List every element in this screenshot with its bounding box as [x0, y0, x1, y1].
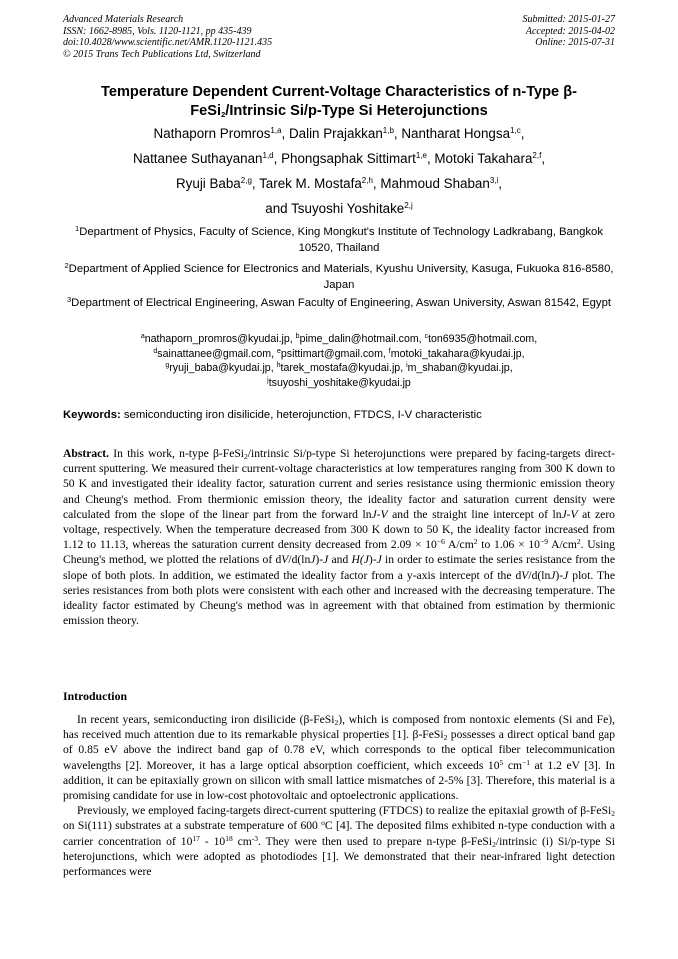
abstract-text: and — [328, 553, 352, 567]
intro-text: In recent years, semiconducting iron disilicide (β-FeSi — [77, 713, 335, 726]
separator: , — [270, 362, 277, 375]
affiliation-marker: b — [295, 333, 300, 340]
email-address: nathaporn_promros@kyudai.jp — [144, 333, 290, 345]
superscript: 2 — [576, 537, 581, 547]
abstract-text: A/cm — [444, 538, 474, 552]
keywords-text: semiconducting iron disilicide, heterojunction, FTDCS, I-V characteristic — [123, 409, 482, 421]
superscript: −1 — [521, 757, 530, 767]
email-address: ton6935@hotmail.com — [428, 333, 535, 345]
email — [141, 333, 296, 345]
separator: , — [509, 362, 513, 375]
subscript: 2 — [443, 733, 448, 743]
email-address: pime_dalin@hotmail.com — [299, 333, 419, 345]
affiliation-marker: d — [153, 347, 158, 355]
separator: , — [251, 176, 260, 191]
separator: , — [271, 347, 277, 360]
affiliation-3 — [63, 296, 615, 312]
intro-text: cm — [503, 758, 522, 772]
email — [277, 362, 407, 374]
separator: , — [541, 151, 546, 166]
introduction-body — [63, 712, 615, 879]
affiliation-marker: 1,e — [415, 151, 427, 160]
author — [380, 176, 502, 191]
separator: , — [521, 347, 525, 360]
math-var: H — [351, 553, 360, 567]
journal-header — [63, 14, 272, 60]
affiliation-marker: 1,d — [262, 151, 274, 160]
online-date: Online: 2015-07-31 — [535, 37, 615, 49]
copyright-line: © 2015 Trans Tech Publications Ltd, Switzerland — [63, 48, 261, 60]
affiliation-number: 2 — [64, 261, 69, 270]
introduction-heading: Introduction — [63, 689, 128, 703]
keywords — [63, 409, 615, 421]
dates-header — [523, 14, 616, 49]
math-var: J — [376, 553, 382, 567]
affiliation-number: 1 — [75, 224, 80, 233]
math-var: (J — [359, 553, 369, 567]
affiliation-marker: f — [388, 347, 391, 355]
affiliation-text: Department of Electrical Engineering, Aswan Faculty of Engineering, Aswan University, Aswan 81542, Egypt — [71, 297, 611, 309]
abstract-text: )- — [315, 553, 324, 567]
issn-line: ISSN: 1662-8985, Vols. 1120-1121, pp 435-439 — [63, 25, 252, 37]
intro-text: C [4]. The deposited films exhibited n-type conduction with a carrier concentration of 10 — [63, 819, 615, 848]
author — [434, 151, 545, 166]
separator: , — [498, 176, 502, 191]
author-name: Dalin Prajakkan — [288, 126, 383, 141]
superscript: 17 — [192, 833, 200, 843]
separator: , — [372, 176, 381, 191]
email-address: motoki_takahara@kyudai.jp — [390, 347, 522, 360]
abstract-text: to 1.06 × 10 — [477, 538, 540, 552]
separator: , — [426, 151, 435, 166]
email-address: tsuyoshi_yoshitake@kyudai.jp — [268, 376, 411, 389]
separator: , — [418, 333, 425, 345]
intro-paragraph-1 — [63, 712, 615, 803]
email — [165, 362, 276, 374]
superscript: −9 — [539, 537, 548, 547]
email-address: psittimart@gmail.com — [280, 347, 383, 360]
intro-text: Previously, we employed facing-targets direct-current sputtering (FTDCS) to realize the epitaxial growth of β-FeSi — [77, 804, 612, 818]
subscript: 2 — [334, 718, 339, 727]
abstract-text: In this work, n-type β-FeSi — [113, 447, 245, 460]
math-var: J-V — [371, 507, 388, 521]
superscript: 2 — [473, 537, 478, 547]
math-var: J-V — [561, 507, 578, 521]
intro-text: . They were then used to prepare n-type β-FeSi — [258, 834, 493, 848]
title-subscript: 2 — [221, 110, 226, 119]
author-name: Motoki Takahara — [434, 151, 533, 166]
affiliation-marker: 1,a — [270, 126, 282, 135]
math-var: V — [281, 553, 289, 567]
affiliation-marker: g — [165, 362, 170, 370]
abstract-text: )- — [555, 568, 564, 582]
email-address: m_shaban@kyudai.jp — [407, 362, 510, 375]
affiliation-marker: 2,f — [532, 151, 542, 160]
author-name: Nattanee Suthayanan — [132, 151, 263, 166]
abstract-text: )- — [368, 553, 377, 567]
author-name: Tarek M. Mostafa — [259, 176, 362, 191]
abstract — [63, 446, 615, 628]
author-name: Nathaporn Promros — [153, 126, 271, 141]
affiliation-marker: 2,h — [361, 176, 373, 185]
subscript: 2 — [611, 809, 615, 819]
separator: , — [289, 333, 296, 345]
author — [289, 126, 401, 141]
affiliation-marker: j — [267, 376, 269, 384]
abstract-text: /d(ln — [288, 553, 311, 567]
submitted-date: Submitted: 2015-01-27 — [522, 14, 615, 25]
affiliation-marker: h — [276, 362, 281, 370]
author-name: and Tsuyoshi Yoshitake — [265, 201, 405, 216]
separator: , — [382, 347, 389, 360]
email — [296, 333, 425, 345]
journal-name: Advanced Materials Research — [63, 14, 184, 25]
affiliation-marker: c — [424, 333, 429, 340]
abstract-text: at zero voltage, respectively. When the temperature decreased from 300 K down to 50 K, the ideality factor increased from 1.12 to 11.13, whereas the saturation current density decreased from 2.09 × 10 — [63, 507, 615, 552]
author — [281, 151, 434, 166]
abstract-text: /d(ln — [528, 568, 551, 582]
math-var: V — [521, 568, 529, 582]
email-address: tarek_mostafa@kyudai.jp — [280, 362, 401, 375]
affiliation-marker: a — [140, 333, 145, 340]
email — [389, 348, 525, 360]
author-name: Mahmoud Shaban — [380, 176, 490, 191]
abstract-text: /intrinsic Si/p-type Si heterojunctions were prepared by facing-targets direct-current sputtering. We measured their current-voltage characteristics at low temperatures ranging from 300 K down to 50 K and investigated their ideality factor, saturation current and series resistance using thermionic emission theory and Cheung's method. From thermionic emission theory, the ideality factor and saturation current density were calculated from the slope of the linear part from the forward ln — [63, 447, 615, 521]
intro-text: ), which is composed from nontoxic elements (Si and Fe), has received much attention due to its remarkable physical properties [1]. β-FeSi — [63, 713, 616, 742]
superscript: 18 — [225, 833, 233, 843]
abstract-text: in order to estimate the series resistance from the slope of both plots. In addition, we estimated the ideality factor from a y-axis intercept of the d — [63, 553, 616, 582]
affiliation-2 — [63, 262, 615, 293]
math-var: J — [550, 568, 556, 582]
separator: , — [393, 126, 402, 141]
author-name: Phongsaphak Sittimart — [281, 151, 416, 166]
math-var: J — [323, 553, 329, 567]
math-var: J — [563, 568, 569, 582]
email — [277, 348, 389, 360]
separator: , — [520, 126, 525, 141]
author — [133, 151, 281, 166]
author-name: Nantharat Hongsa — [401, 126, 511, 141]
email-list — [63, 332, 615, 390]
abstract-label: Abstract. — [63, 447, 110, 460]
affiliation-marker: 2,g — [240, 176, 252, 185]
email — [406, 362, 513, 374]
email — [267, 377, 411, 389]
intro-text: on Si(111) substrates at a substrate temperature of 600 — [63, 819, 322, 833]
keywords-label: Keywords: — [63, 409, 121, 421]
author — [401, 126, 524, 141]
doi-line: doi:10.4028/www.scientific.net/AMR.1120-1121.435 — [63, 37, 273, 49]
subscript: 2 — [492, 839, 496, 849]
abstract-text: plot. The series resistances from both plots were consistent with each other and increased with the decreasing temperature. The ideality factor estimated by Cheung's method was in agreement with that obtained from estimation by thermionic emission theory. — [63, 568, 615, 628]
separator: , — [400, 362, 407, 375]
superscript: 5 — [499, 757, 504, 767]
separator: , — [273, 151, 282, 166]
affiliation-marker: i — [406, 362, 408, 370]
title-part-1: Temperature Dependent Current-Voltage Characteristics of n-Type β-FeSi — [101, 84, 577, 119]
intro-text: /intrinsic (i) Si/p-type Si heterojunctions, which were adopted as photodiodes [1]. We demonstrated that their near-infrared light detection performances were — [63, 834, 615, 879]
author — [176, 176, 259, 191]
author — [265, 201, 412, 216]
affiliation-marker: 1,c — [510, 126, 521, 135]
accepted-date: Accepted: 2015-04-02 — [525, 25, 615, 37]
email-address: sainattanee@gmail.com — [157, 347, 272, 360]
affiliation-marker: 3,i — [489, 176, 499, 185]
email-address: ryuji_baba@kyudai.jp — [169, 362, 271, 375]
affiliation-1 — [63, 225, 615, 256]
intro-paragraph-2 — [63, 803, 615, 879]
affiliation-marker: e — [277, 347, 281, 355]
math-var: J — [310, 553, 316, 567]
affiliation-text: Department of Applied Science for Electronics and Materials, Kyushu University, Kasuga, Fukuoka 816-8580, Japan — [68, 263, 614, 291]
affiliation-marker: 1,b — [382, 126, 394, 135]
separator: , — [534, 333, 538, 345]
email — [425, 333, 538, 345]
author — [154, 126, 289, 141]
author-list — [63, 121, 615, 221]
intro-text: possesses a direct optical band gap of 0.85 eV above the indirect band gap of 0.78 eV, which corresponds to the optical fiber telecommunication wavelengths [2]. Moreover, it has a large optical absorption coefficient, which exceeds 10 — [63, 728, 615, 772]
author — [259, 176, 380, 191]
affiliation-marker: 2,j — [404, 201, 413, 210]
abstract-text: . Using Cheung's method, we plotted the relations of d — [63, 538, 615, 567]
intro-text: - 10 — [199, 834, 226, 848]
intro-text: at 1.2 eV [3]. In addition, it can be epitaxially grown on silicon with small lattice mismatches of 2-5% [3]. Therefore, this material is a promising candidate for use in low-cost photovoltaic and optoelectronic applications. — [63, 758, 615, 803]
intro-text: cm — [232, 834, 252, 848]
separator: , — [281, 126, 289, 141]
affiliation-number: 3 — [67, 295, 72, 304]
abstract-text: A/cm — [547, 538, 577, 552]
email — [153, 348, 277, 360]
affiliation-text: Department of Physics, Faculty of Science, King Mongkut's Institute of Technology Ladkrabang, Bangkok 10520, Thailand — [79, 226, 603, 254]
title-part-2: /Intrinsic Si/p-Type Si Heterojunctions — [225, 103, 488, 119]
superscript: −6 — [436, 537, 445, 547]
superscript: o — [321, 818, 325, 828]
author-name: Ryuji Baba — [176, 176, 241, 191]
subscript: 2 — [244, 452, 248, 461]
superscript: -3 — [251, 833, 259, 843]
paper-title — [63, 83, 615, 121]
abstract-text: and the straight line intercept of ln — [387, 507, 562, 521]
